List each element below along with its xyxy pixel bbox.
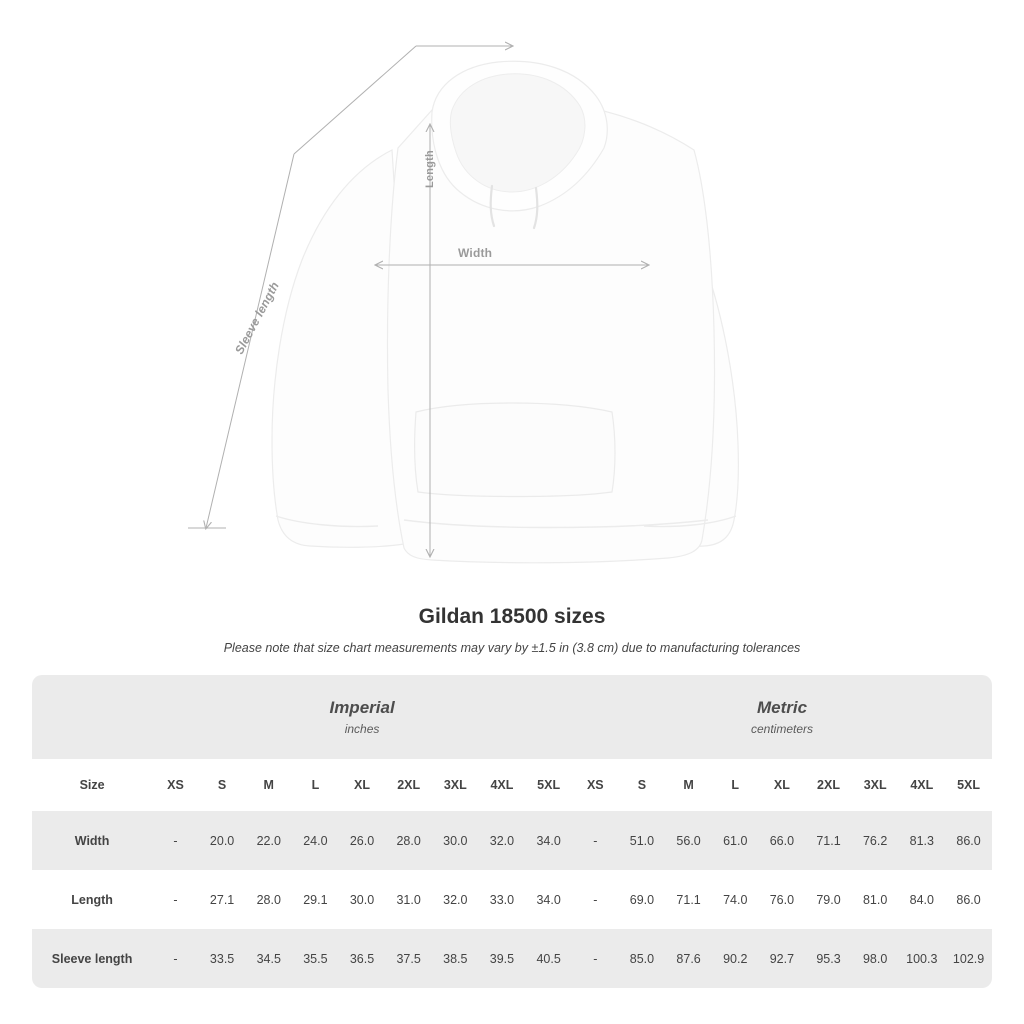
unit-group-name: Metric	[756, 698, 808, 717]
measurement-cell: 24.0	[292, 811, 339, 870]
measurement-cell: -	[572, 870, 619, 929]
size-header-cell: XL	[759, 759, 806, 811]
size-header-cell: L	[292, 759, 339, 811]
measurement-cell: 87.6	[665, 929, 712, 988]
measurement-cell: 66.0	[759, 811, 806, 870]
size-header-label: Size	[32, 759, 152, 811]
size-header-row	[32, 759, 992, 811]
measurement-cell: 36.5	[339, 929, 386, 988]
unit-group-unit: centimeters	[750, 722, 814, 736]
size-chart-table	[32, 675, 992, 988]
size-header-cell: M	[665, 759, 712, 811]
size-header-cell: 4XL	[479, 759, 526, 811]
unit-header-row	[32, 675, 992, 759]
size-header-cell: XS	[572, 759, 619, 811]
size-header-cell: 5XL	[945, 759, 992, 811]
measurement-cell: -	[572, 811, 619, 870]
size-header-cell: L	[712, 759, 759, 811]
measurement-cell: 71.1	[805, 811, 852, 870]
measurement-cell: 29.1	[292, 870, 339, 929]
table-row	[32, 811, 992, 870]
table-corner-cell	[32, 675, 152, 759]
measurement-cell: 33.5	[199, 929, 246, 988]
measurement-cell: 30.0	[339, 870, 386, 929]
measurement-cell: 27.1	[199, 870, 246, 929]
row-label: Width	[32, 811, 152, 870]
size-header-cell: 4XL	[898, 759, 945, 811]
table-row	[32, 870, 992, 929]
measurement-cell: 86.0	[945, 870, 992, 929]
measurement-cell: 71.1	[665, 870, 712, 929]
unit-group-header-metric	[572, 675, 992, 759]
measurement-cell: 95.3	[805, 929, 852, 988]
measurement-cell: 30.0	[432, 811, 479, 870]
measurement-cell: 90.2	[712, 929, 759, 988]
measurement-cell: 26.0	[339, 811, 386, 870]
size-header-cell: 3XL	[852, 759, 899, 811]
measurement-cell: 102.9	[945, 929, 992, 988]
measurement-cell: 76.0	[759, 870, 806, 929]
size-header-cell: S	[199, 759, 246, 811]
unit-group-unit: inches	[344, 722, 380, 736]
length-dimension-label: Length	[424, 150, 436, 188]
size-chart-table-wrap	[32, 675, 992, 988]
sleeve-length-dimension-label: Sleeve length	[232, 279, 282, 357]
row-label: Length	[32, 870, 152, 929]
measurement-cell: 56.0	[665, 811, 712, 870]
size-chart-body	[32, 675, 992, 988]
size-header-cell: 5XL	[525, 759, 572, 811]
measurement-cell: 35.5	[292, 929, 339, 988]
measurement-cell: 32.0	[479, 811, 526, 870]
measurement-cell: 76.2	[852, 811, 899, 870]
tolerance-note: Please note that size chart measurements may vary by ±1.5 in (3.8 cm) due to manufacturing tolerances	[223, 641, 801, 655]
size-header-cell: 3XL	[432, 759, 479, 811]
size-header-cell: 2XL	[385, 759, 432, 811]
table-row	[32, 929, 992, 988]
measurement-cell: 38.5	[432, 929, 479, 988]
measurement-cell: 51.0	[619, 811, 666, 870]
page-title: Gildan 18500 sizes	[418, 605, 606, 628]
measurement-cell: 39.5	[479, 929, 526, 988]
measurement-cell: 28.0	[385, 811, 432, 870]
measurement-cell: 92.7	[759, 929, 806, 988]
measurement-cell: 79.0	[805, 870, 852, 929]
size-header-cell: S	[619, 759, 666, 811]
row-label: Sleeve length	[32, 929, 152, 988]
measurement-cell: 28.0	[245, 870, 292, 929]
measurement-cell: 37.5	[385, 929, 432, 988]
measurement-cell: -	[152, 870, 199, 929]
measurement-cell: 34.5	[245, 929, 292, 988]
measurement-cell: 85.0	[619, 929, 666, 988]
measurement-cell: 74.0	[712, 870, 759, 929]
measurement-cell: 98.0	[852, 929, 899, 988]
size-header-cell: XS	[152, 759, 199, 811]
measurement-cell: 86.0	[945, 811, 992, 870]
measurement-cell: 34.0	[525, 811, 572, 870]
measurement-cell: -	[152, 811, 199, 870]
measurement-cell: 32.0	[432, 870, 479, 929]
size-header-cell: 2XL	[805, 759, 852, 811]
measurement-cell: 34.0	[525, 870, 572, 929]
measurement-cell: 33.0	[479, 870, 526, 929]
title-block	[0, 605, 1024, 655]
width-dimension-label: Width	[458, 246, 493, 260]
measurement-cell: 31.0	[385, 870, 432, 929]
unit-group-header-imperial	[152, 675, 572, 759]
measurement-cell: 100.3	[898, 929, 945, 988]
size-header-cell: XL	[339, 759, 386, 811]
measurement-cell: 20.0	[199, 811, 246, 870]
measurement-cell: -	[572, 929, 619, 988]
measurement-cell: 69.0	[619, 870, 666, 929]
measurement-cell: 22.0	[245, 811, 292, 870]
measurement-cell: 81.0	[852, 870, 899, 929]
measurement-cell: 84.0	[898, 870, 945, 929]
unit-group-name: Imperial	[329, 698, 395, 717]
measurement-cell: 40.5	[525, 929, 572, 988]
measurement-cell: 81.3	[898, 811, 945, 870]
hoodie-shape	[272, 61, 738, 563]
measurement-cell: 61.0	[712, 811, 759, 870]
measurement-cell: -	[152, 929, 199, 988]
size-header-cell: M	[245, 759, 292, 811]
